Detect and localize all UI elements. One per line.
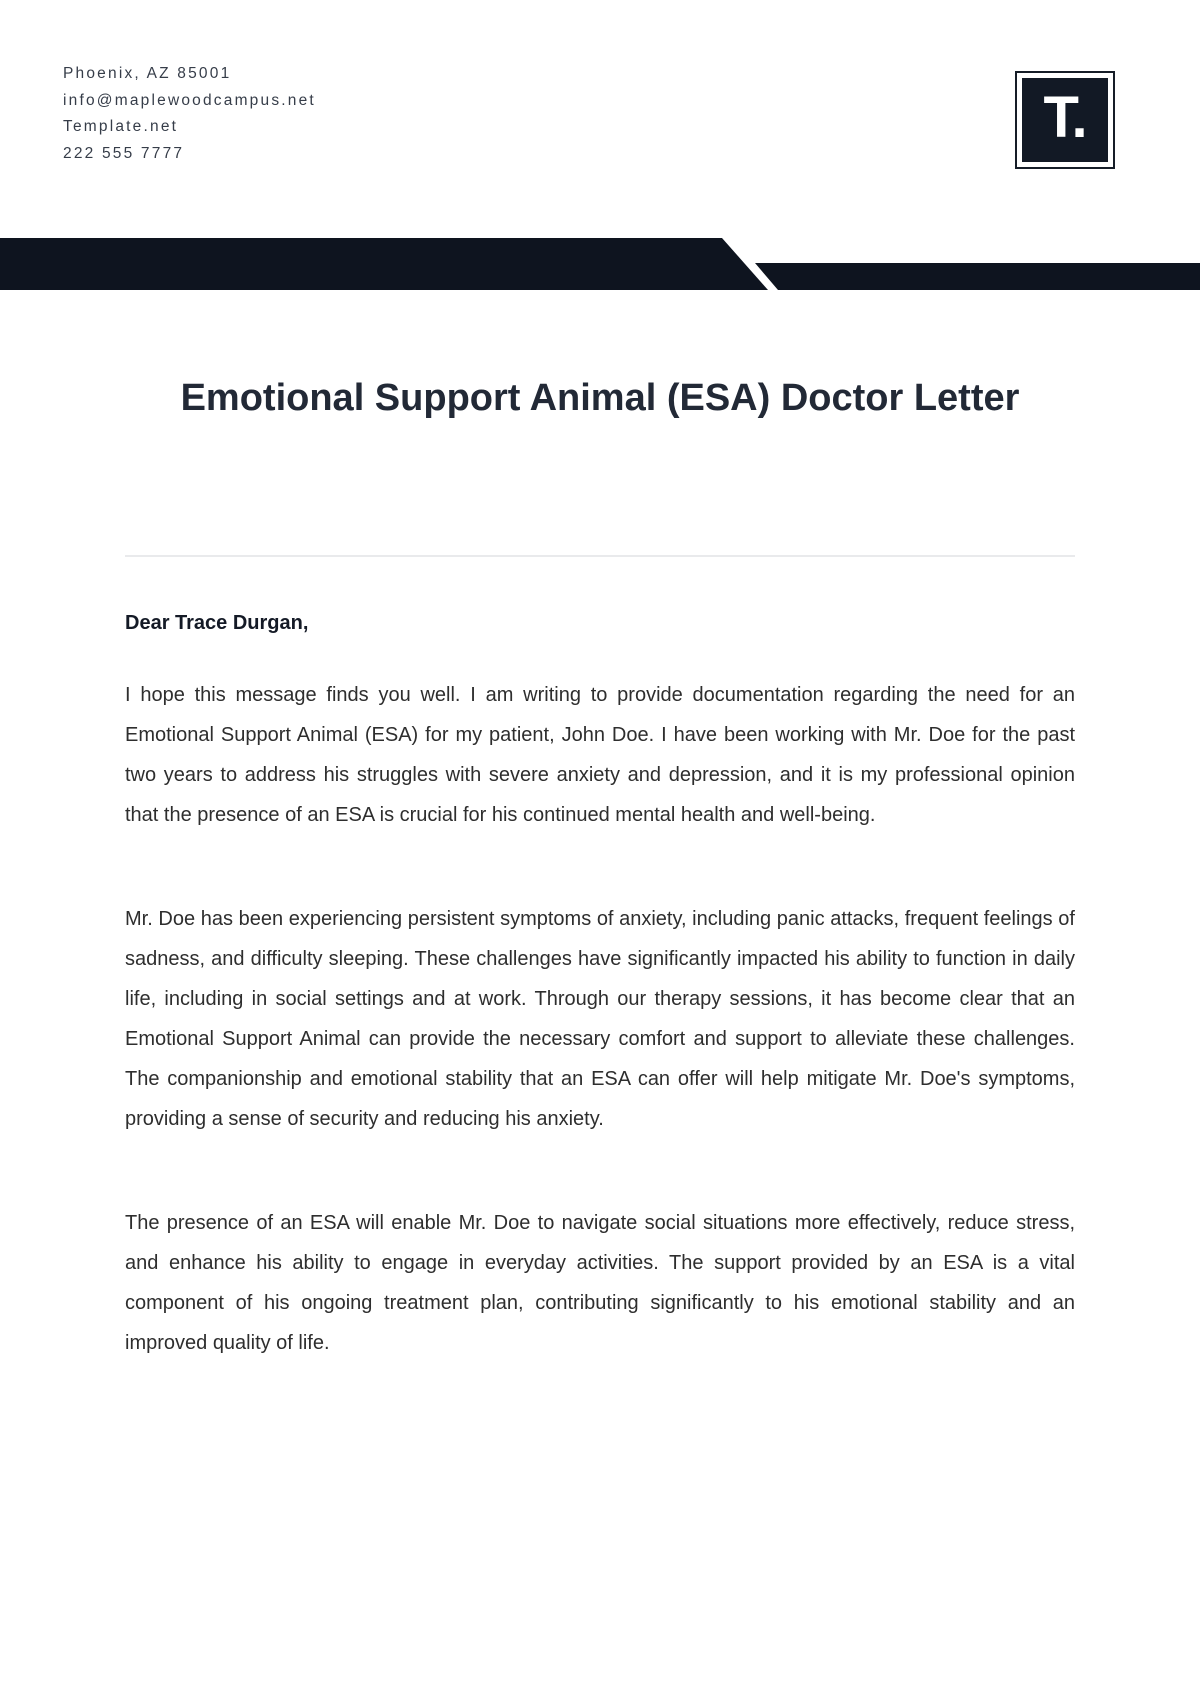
- divider-line: [125, 555, 1075, 557]
- contact-address: Phoenix, AZ 85001: [63, 65, 232, 82]
- salutation: Dear Trace Durgan,: [125, 612, 309, 634]
- brand-logo-letter: T.: [1043, 84, 1087, 150]
- contact-info: [63, 61, 316, 167]
- header-banner: [0, 238, 1200, 290]
- letter-body: [125, 675, 1075, 1427]
- letter-title: Emotional Support Animal (ESA) Doctor Letter: [180, 377, 1020, 419]
- contact-email: info@maplewoodcampus.net: [63, 91, 316, 109]
- paragraph-2: Mr. Doe has been experiencing persistent symptoms of anxiety, including panic attacks, frequent feelings of sadness, and difficulty sleeping. These challenges have significantly impacted his ability to function in daily life, including in social settings and at work. Through our therapy sessions, it has become clear that an Emotional Support Animal can provide the necessary comfort and support to alleviate these challenges. The companionship and emotional stability that an ESA can offer will help mitigate Mr. Doe's symptoms, providing a sense of security and reducing his anxiety.: [125, 908, 1075, 1130]
- brand-logo-box: [1022, 78, 1108, 162]
- contact-website: Template.net: [63, 118, 179, 135]
- paragraph-1: I hope this message finds you well. I am writing to provide documentation regarding the need for an Emotional Support Animal (ESA) for my patient, John Doe. I have been working with Mr. Doe for the past two years to address his struggles with severe anxiety and depression, and it is my professional opinion that the presence of an ESA is crucial for his continued mental health and well-being.: [125, 684, 1075, 826]
- paragraph-3: The presence of an ESA will enable Mr. Doe to navigate social situations more effectively, reduce stress, and enhance his ability to engage in everyday activities. The support provided by an ESA is a vital component of his ongoing treatment plan, contributing significantly to his emotional stability and an improved quality of life.: [125, 1212, 1075, 1354]
- letter-title-wrap: [0, 372, 1200, 424]
- brand-logo: [1015, 71, 1115, 169]
- contact-phone: 222 555 7777: [63, 144, 185, 162]
